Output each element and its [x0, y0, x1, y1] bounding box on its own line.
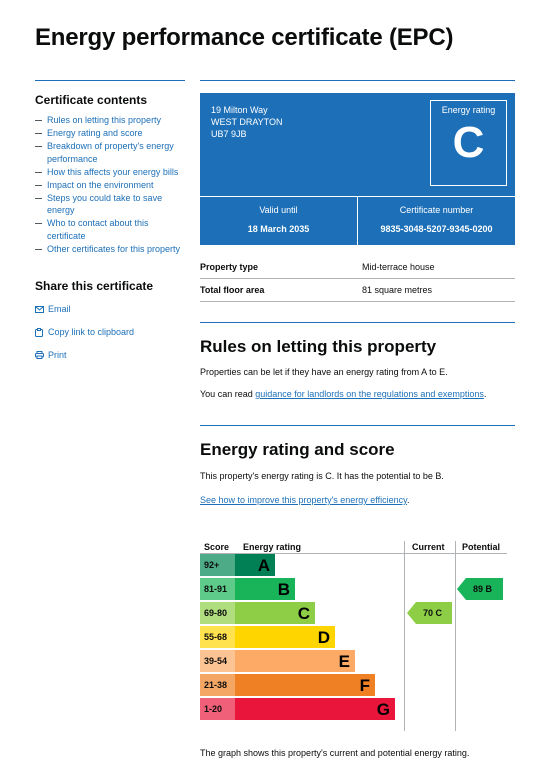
improve-suffix: . — [407, 495, 410, 505]
band-bar: F — [235, 674, 375, 696]
address-line-2: WEST DRAYTON — [211, 117, 283, 127]
improve-text — [200, 494, 515, 506]
guidance-prefix: You can read — [200, 389, 256, 399]
letting-divider — [200, 322, 515, 323]
contents-title: Certificate contents — [35, 93, 148, 107]
property-details — [200, 256, 515, 302]
property-type-label: Property type — [200, 262, 259, 272]
valid-until-label: Valid until — [259, 205, 298, 215]
valid-until-cell — [200, 197, 357, 245]
energy-rating-box — [430, 100, 507, 186]
letting-guidance-text — [200, 388, 515, 400]
chart-header — [200, 541, 507, 554]
property-type-row — [200, 256, 515, 279]
certificate-number-label: Certificate number — [399, 205, 474, 215]
toc-link-breakdown[interactable]: Breakdown of property's energy performance — [35, 140, 185, 165]
sidebar — [35, 80, 185, 372]
rating-title: Energy rating and score — [200, 440, 395, 459]
toc-link-rules[interactable]: Rules on letting this property — [35, 114, 185, 127]
clipboard-icon — [35, 328, 48, 337]
band-bar: G — [235, 698, 395, 720]
floor-area-row — [200, 279, 515, 302]
printer-icon — [35, 351, 48, 359]
rating-divider — [200, 425, 515, 426]
main-content — [200, 80, 515, 506]
property-type-value: Mid-terrace house — [362, 262, 435, 272]
chart-header-score: Score — [204, 542, 230, 552]
sidebar-divider — [35, 80, 185, 81]
letting-text: Properties can be let if they have an energy rating from A to E. — [200, 367, 448, 377]
address-line-1: 19 Milton Way — [211, 105, 268, 115]
email-label: Email — [48, 304, 71, 314]
page-title: Energy performance certificate (EPC) — [35, 24, 454, 51]
print-label: Print — [48, 350, 67, 360]
guidance-link[interactable]: guidance for landlords on the regulations and exemptions — [255, 389, 484, 399]
chart-caption: The graph shows this property's current and potential energy rating. — [200, 748, 470, 758]
energy-rating-label: Energy rating — [441, 105, 496, 115]
toc-link-contact[interactable]: Who to contact about this certificate — [35, 217, 185, 242]
letting-title: Rules on letting this property — [200, 337, 437, 356]
address-line-3: UB7 9JB — [211, 129, 247, 139]
chart-header-current: Current — [412, 542, 445, 552]
band-score: 92+ — [200, 554, 235, 576]
band-score: 55-68 — [200, 626, 235, 648]
property-address — [211, 104, 283, 140]
band-score: 39-54 — [200, 650, 235, 672]
chart-divider-current — [404, 541, 405, 731]
band-bar: E — [235, 650, 355, 672]
toc-link-environment[interactable]: Impact on the environment — [35, 179, 185, 192]
contents-list — [35, 114, 185, 255]
copy-link[interactable] — [35, 326, 185, 338]
share-title: Share this certificate — [35, 279, 154, 293]
certificate-number-value: 9835-3048-5207-9345-0200 — [380, 224, 493, 234]
valid-until-value: 18 March 2035 — [247, 224, 310, 234]
chart-header-potential: Potential — [462, 542, 501, 552]
energy-rating-value: C — [452, 118, 485, 167]
band-bar: C — [235, 602, 315, 624]
current-rating-arrow-label: 70 C — [423, 608, 443, 618]
band-bar: D — [235, 626, 335, 648]
toc-link-energy-rating[interactable]: Energy rating and score — [35, 127, 185, 140]
chart-header-rating: Energy rating — [243, 542, 302, 552]
potential-rating-arrow — [457, 578, 503, 600]
energy-rating-chart — [200, 541, 507, 731]
certificate-summary-card — [200, 93, 515, 245]
band-bar: B — [235, 578, 295, 600]
band-score: 69-80 — [200, 602, 235, 624]
toc-link-bills[interactable]: How this affects your energy bills — [35, 166, 185, 179]
envelope-icon — [35, 306, 48, 313]
floor-area-value: 81 square metres — [362, 285, 433, 295]
toc-link-other-certificates[interactable]: Other certificates for this property — [35, 243, 185, 256]
toc-link-steps[interactable]: Steps you could take to save energy — [35, 192, 185, 217]
rating-text: This property's energy rating is C. It has the potential to be B. — [200, 471, 444, 481]
floor-area-label: Total floor area — [200, 285, 265, 295]
improve-link[interactable]: See how to improve this property's energy efficiency — [200, 495, 407, 505]
band-score: 81-91 — [200, 578, 235, 600]
copy-label: Copy link to clipboard — [48, 327, 135, 337]
band-score: 1-20 — [200, 698, 235, 720]
print-link[interactable] — [35, 349, 185, 361]
email-link[interactable] — [35, 303, 185, 315]
band-bar: A — [235, 554, 275, 576]
chart-divider-potential — [455, 541, 456, 731]
current-rating-arrow — [407, 602, 452, 624]
certificate-number-cell — [357, 197, 515, 245]
main-divider — [200, 80, 515, 81]
band-score: 21-38 — [200, 674, 235, 696]
potential-rating-arrow-label: 89 B — [473, 584, 493, 594]
guidance-suffix: . — [483, 389, 487, 399]
